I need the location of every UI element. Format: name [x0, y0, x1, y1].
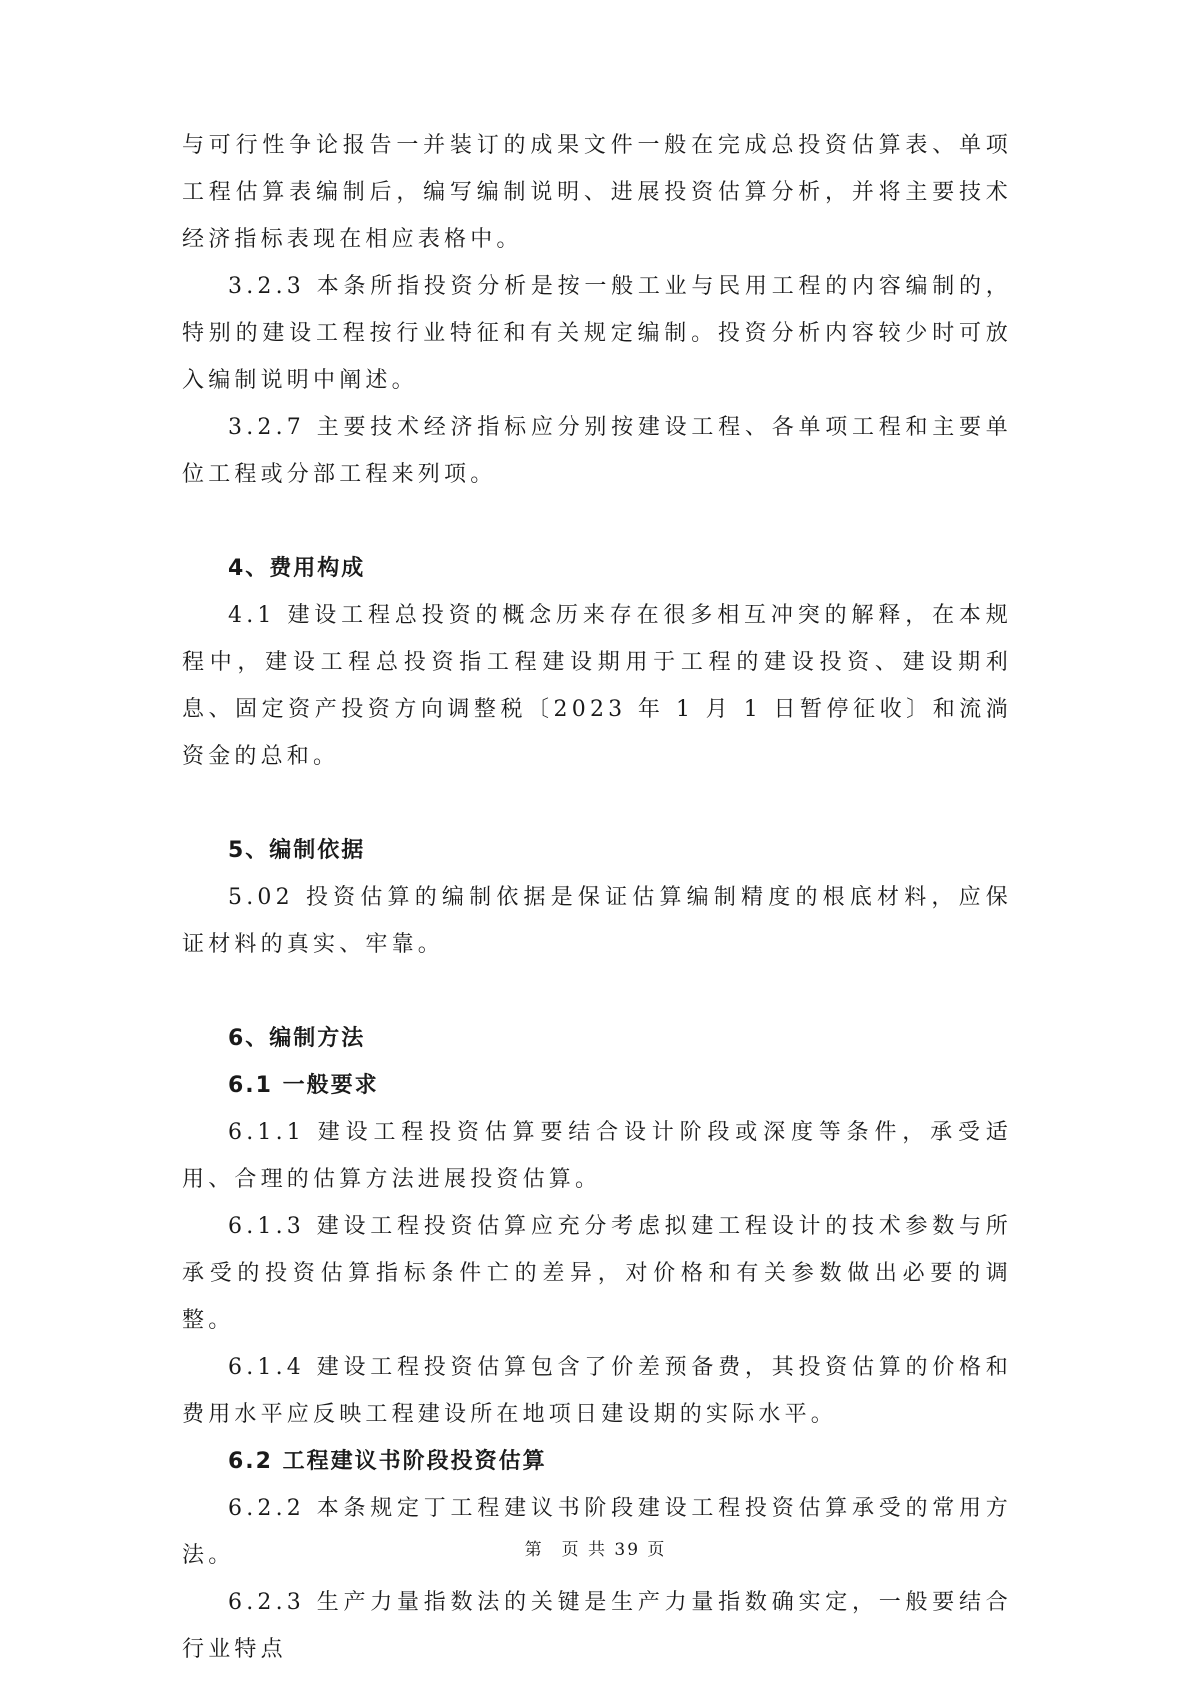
subsection-heading-6-1: 6.1 一般要求 [228, 1073, 379, 1098]
document-body [182, 122, 1012, 1673]
paragraph-3-2-3: 3.2.3 本条所指投资分析是按一般工业与民用工程的内容编制的，特别的建设工程按行业特征和有关规定编制。投资分析内容较少时可放入编制说明中阐述。 [182, 274, 1012, 393]
paragraph-continuation: 与可行性争论报告一并装订的成果文件一般在完成总投资估算表、单项工程估算表编制后，编写编制说明、进展投资估算分析，并将主要技术经济指标表现在相应表格中。 [182, 133, 1012, 252]
paragraph-5-02: 5.02 投资估算的编制依据是保证估算编制精度的根底材料，应保证材料的真实、牢靠。 [182, 885, 1012, 957]
footer-prefix: 第 [524, 1540, 544, 1560]
section-heading-4: 4、费用构成 [228, 556, 366, 581]
paragraph-6-1-4: 6.1.4 建设工程投资估算包含了价差预备费，其投资估算的价格和费用水平应反映工程建设所在地项日建设期的实际水平。 [182, 1355, 1012, 1427]
page-footer [0, 1535, 1191, 1560]
paragraph-6-1-3: 6.1.3 建设工程投资估算应充分考虑拟建工程设计的技术参数与所承受的投资估算指标条件亡的差异，对价格和有关参数做出必要的调整。 [182, 1214, 1012, 1333]
footer-middle: 页 共 [561, 1540, 607, 1560]
spacer [182, 780, 1012, 827]
paragraph-6-2-3: 6.2.3 生产力量指数法的关键是生产力量指数确实定，一般要结合行业特点 [182, 1590, 1012, 1662]
spacer [182, 968, 1012, 1015]
footer-total-pages: 39 [614, 1540, 641, 1560]
paragraph-6-1-1: 6.1.1 建设工程投资估算要结合设计阶段或深度等条件，承受适用、合理的估算方法进展投资估算。 [182, 1120, 1012, 1192]
section-heading-6: 6、编制方法 [228, 1026, 366, 1051]
paragraph-3-2-7: 3.2.7 主要技术经济指标应分别按建设工程、各单项工程和主要单位工程或分部工程来列项。 [182, 415, 1012, 487]
paragraph-4-1: 4.1 建设工程总投资的概念历来存在很多相互冲突的解释，在本规程中，建设工程总投资指工程建设期用于工程的建设投资、建设期利息、固定资产投资方向调整税〔2023 年 1 月 1 日暂停征收〕和流淌资金的总和。 [182, 603, 1012, 769]
footer-suffix: 页 [647, 1540, 667, 1560]
paragraph-6-2-2: 6.2.2 本条规定丁工程建议书阶段建设工程投资估算承受的常用方法。 [182, 1496, 1012, 1568]
spacer [182, 498, 1012, 545]
subsection-heading-6-2: 6.2 工程建议书阶段投资估算 [228, 1449, 547, 1474]
section-heading-5: 5、编制依据 [228, 838, 366, 863]
